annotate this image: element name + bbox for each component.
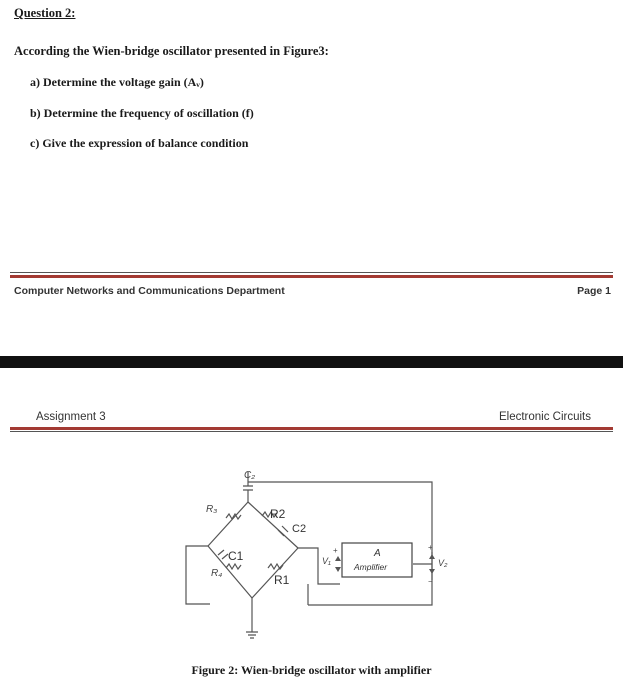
figure-caption: Figure 2: Wien-bridge oscillator with amplifier xyxy=(191,663,432,677)
capacitor-c2-plates xyxy=(278,526,288,536)
footer-rule-thin xyxy=(10,272,613,273)
footer-page-number: Page 1 xyxy=(577,285,611,297)
header-rule-red xyxy=(10,427,613,430)
label-r3: R₃ xyxy=(206,504,218,515)
question-intro: According the Wien-bridge oscillator presented in Figure3: xyxy=(14,44,329,58)
label-v1-plus: + xyxy=(333,546,338,555)
label-v2-minus: − xyxy=(428,577,433,586)
footer-department: Computer Networks and Communications Department xyxy=(14,285,285,297)
label-r2: R2 xyxy=(270,507,286,521)
resistor-r4-zigzag xyxy=(226,564,241,569)
header-assignment: Assignment 3 xyxy=(36,411,106,423)
page-separator xyxy=(0,356,623,368)
header-course: Electronic Circuits xyxy=(498,411,591,423)
label-c2: C2 xyxy=(292,523,307,535)
v2-arrow-up xyxy=(429,554,435,559)
wire-left-loop xyxy=(186,546,210,604)
wien-bridge-circuit-diagram xyxy=(0,460,623,655)
header-rule-thin xyxy=(10,431,613,432)
label-amplifier-gain: A xyxy=(374,548,381,559)
label-r4: R₄ xyxy=(211,568,223,579)
question-title: Question 2: xyxy=(14,6,76,20)
label-v1: V₁ xyxy=(322,556,331,566)
label-c1: C1 xyxy=(228,549,244,563)
capacitor-c1-plates xyxy=(218,550,228,559)
v2-arrow-down xyxy=(429,569,435,574)
label-amplifier: Amplifier xyxy=(354,562,388,572)
question-item-c: c) Give the expression of balance condition xyxy=(30,136,249,150)
question-item-a: a) Determine the voltage gain (Aᵥ) xyxy=(30,75,204,89)
ground-symbol xyxy=(246,632,258,638)
label-v2: V₂ xyxy=(438,558,448,568)
v1-arrow-up xyxy=(335,556,341,561)
question-item-b: b) Determine the frequency of oscillation (f) xyxy=(30,106,254,120)
v1-arrow-down xyxy=(335,567,341,572)
label-r1: R1 xyxy=(274,573,290,587)
label-c2-top: C₂ xyxy=(244,470,256,481)
top-capacitor-plates xyxy=(243,486,253,490)
footer-rule-red xyxy=(10,275,613,278)
label-v2-plus: + xyxy=(428,543,433,552)
